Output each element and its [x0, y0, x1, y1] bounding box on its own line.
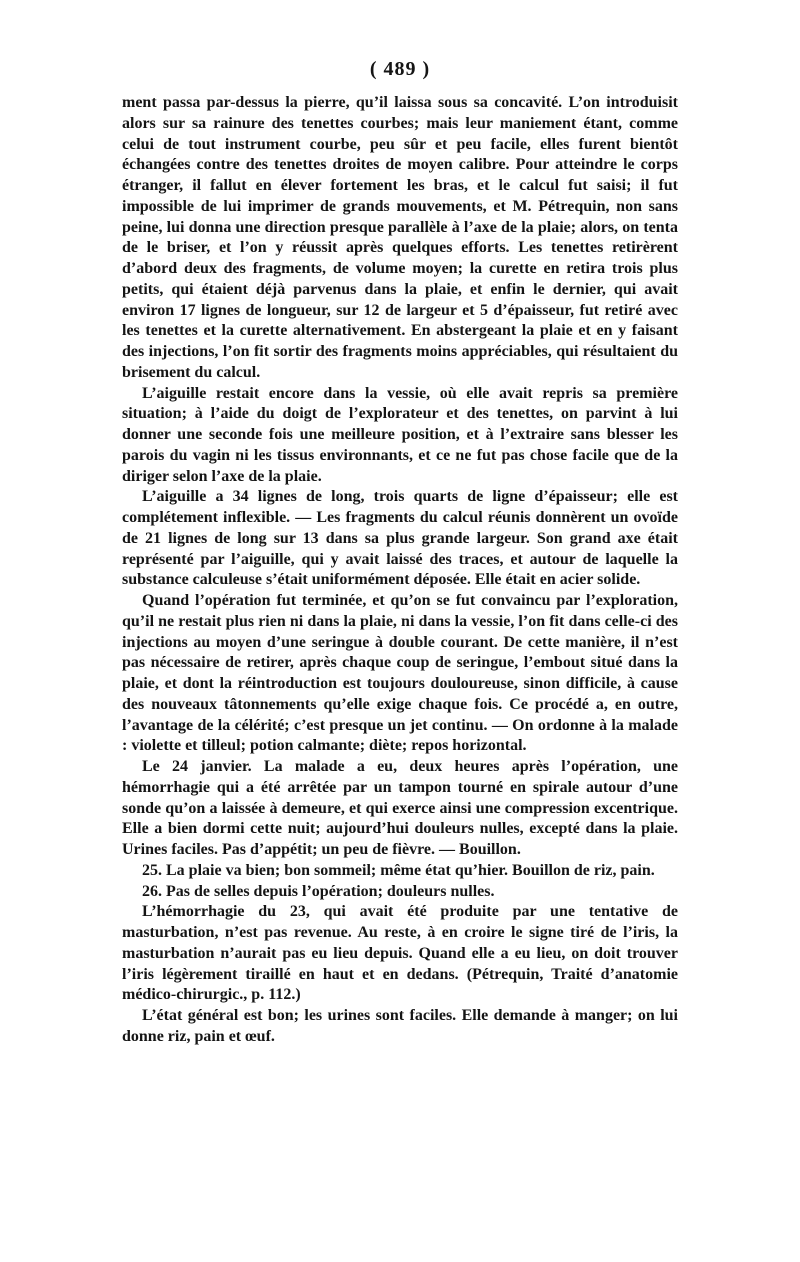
paragraph-needle-description: L’aiguille a 34 lignes de long, trois quarts de ligne d’épaisseur; elle est complétement inflexible. — Les fragments du calcul réunis donnèrent un ovoïde de 21 lignes de long sur 13 dans sa plus grande largeur. Son grand axe était représenté par l’aiguille, qui y avait laissé des traces, et autour de laquelle la substance calculeuse s’était uniformément déposée. Elle était en acier solide.	[122, 488, 678, 589]
body-text	[122, 93, 678, 1048]
paragraph-day-26: 26. Pas de selles depuis l’opération; douleurs nulles.	[142, 882, 495, 900]
paragraph-needle-extraction: L’aiguille restait encore dans la vessie, où elle avait repris sa première situation; à l’aide du doigt de l’explorateur et des tenettes, on parvint à lui donner une seconde fois une meilleure position, et à l’extraire sans blesser les parois du vagin ni les tissus environnants, et ce ne fut pas chose facile que de la diriger selon l’axe de la plaie.	[122, 384, 678, 485]
paragraph-hemorrhage-note: L’hémorrhagie du 23, qui avait été produite par une tentative de masturbation, n’est pas revenue. Au reste, à en croire le signe tiré de l’iris, la masturbation n’aurait pas eu lieu depuis. Quand elle a eu lieu, on doit trouver l’iris légèrement tiraillé en haut et en dedans. (Pétrequin, Traité d’anatomie médico-chirurgic., p. 112.)	[122, 903, 678, 1004]
page-number: ( 489 )	[369, 58, 431, 80]
paragraph-operation-end: Quand l’opération fut terminée, et qu’on se fut convaincu par l’exploration, qu’il ne restait plus rien ni dans la plaie, ni dans la vessie, l’on fit dans celle-ci des injections au moyen d’une seringue à double courant. De cette manière, il n’est pas nécessaire de retirer, après chaque coup de seringue, l’embout situé dans la plaie, et dont la réintroduction est toujours douloureuse, sinon difficile, à cause des nouveaux tâtonnements qu’elle exige chaque fois. Ce procédé a, en outre, l’avantage de la célérité; c’est presque un jet continu. — On ordonne à la malade : violette et tilleul; potion calmante; diète; repos horizontal.	[122, 592, 678, 755]
paragraph-general-state: L’état général est bon; les urines sont faciles. Elle demande à manger; on lui donne riz, pain et œuf.	[122, 1007, 678, 1045]
paragraph-continuation: ment passa par-dessus la pierre, qu’il laissa sous sa concavité. L’on introduisit alors sur sa rainure des tenettes courbes; mais leur maniement étant, comme celui de tout instrument courbe, peu sûr et peu facile, elles furent bientôt échangées contre des tenettes droites de moyen calibre. Pour atteindre le corps étranger, il fallut en élever fortement les bras, et le calcul fut saisi; il fut impossible de lui imprimer de grands mouvements, et M. Pétrequin, non sans peine, lui donna une direction presque parallèle à l’axe de la plaie; alors, on tenta de le briser, et l’on y réussit après quelques efforts. Les tenettes retirèrent d’abord deux des fragments, de volume moyen; la curette en retira trois plus petits, qui étaient déjà parvenus dans la plaie, et enfin le dernier, qui avait environ 17 lignes de longueur, sur 12 de largeur et 5 d’épaisseur, fut retiré avec les tenettes et la curette alternativement. En abstergeant la plaie et en y faisant des injections, l’on fit sortir des fragments moins appréciables, qui résultaient du brisement du calcul.	[122, 94, 678, 381]
paragraph-january-24: Le 24 janvier. La malade a eu, deux heures après l’opération, une hémorrhagie qui a été arrêtée par un tampon tourné en spirale autour d’une sonde qu’on a laissée à demeure, et qui exerce ainsi une compression excentrique. Elle a bien dormi cette nuit; aujourd’hui douleurs nulles, excepté dans la plaie. Urines faciles. Pas d’appétit; un peu de fièvre. — Bouillon.	[122, 758, 678, 858]
paragraph-day-25: 25. La plaie va bien; bon sommeil; même état qu’hier. Bouillon de riz, pain.	[142, 861, 655, 879]
